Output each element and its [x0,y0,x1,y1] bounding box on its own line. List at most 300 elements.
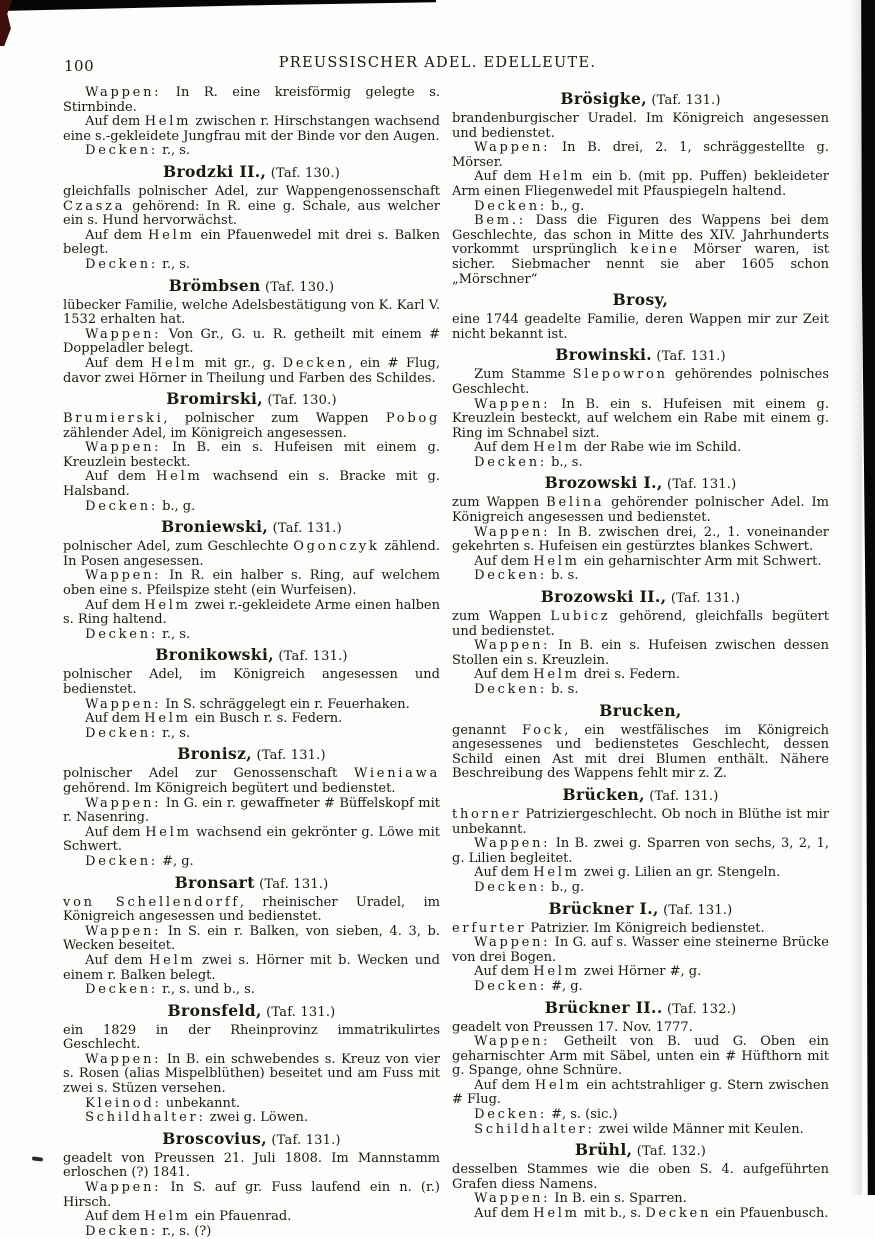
paragraph [452,214,829,287]
text-run: polnischer Adel zur Genossenschaft [63,766,355,782]
spaced-text-run: Helm [533,964,580,980]
paragraph [452,1207,829,1222]
spaced-text-run: Czasza [63,198,126,214]
paragraph [63,258,440,273]
plate-reference: (Taf. 131.) [652,349,726,365]
spaced-text-run: Decken: [85,498,158,514]
text-run: b., g. [157,498,196,514]
plate-reference: (Taf. 131.) [274,649,348,665]
paragraph [63,540,440,569]
text-run: r., s. und b., s. [157,982,255,998]
text-run: mit b., s. [579,1206,646,1222]
paragraph [63,1152,440,1181]
text-run: ein Pfauenbusch. [711,1206,829,1222]
paragraph [63,229,440,258]
spaced-text-run: erfurter [452,920,527,936]
paragraph [63,357,440,386]
spaced-text-run: Decken [282,355,349,371]
plate-reference: (Taf. 131.) [662,477,737,493]
text-run: In B. drei, 2. 1, schräggestellte g. Mörser. [452,140,829,170]
text-run: #, g. [546,978,583,994]
spaced-text-run: Decken: [85,982,158,998]
spaced-text-run: Decken: [85,256,158,272]
spaced-text-run: Wappen: [85,568,162,584]
text-run: zwei Hörner #, g. [579,964,702,980]
entry-heading [63,874,440,894]
spaced-text-run: Helm [148,227,195,243]
spaced-text-run: Wappen: [474,396,551,412]
entry-heading [452,702,829,722]
text-run: ein Pfauenrad. [190,1209,292,1225]
entry-name: Brömbsen [168,275,261,295]
text-run: , rheinischer Uradel, im Königreich angesessen und bedienstet. [63,894,440,925]
entry-heading [452,474,829,494]
paragraph [63,712,440,727]
spaced-text-run: Decken: [85,626,158,642]
spaced-text-run: Wappen: [474,638,551,654]
entry-name: Brückner II.. [544,997,663,1017]
paragraph [63,1181,440,1210]
text-run: Auf dem [85,227,149,243]
entry-name: Bronisz, [177,744,253,764]
text-run: In B. zwei g. Sparren von sechs, 3, 2, 1, g. Lilien begleitet. [452,836,829,866]
text-run: Auf dem [85,711,145,727]
plate-reference: (Taf. 130.) [260,279,335,295]
paragraph [452,1035,829,1079]
entry-name: Brühl, [574,1140,633,1160]
entry-heading [63,646,440,666]
entry-name: Brozowski II., [540,587,667,607]
text-run: #, s. (sic.) [546,1107,618,1123]
paragraph [63,412,440,441]
scan-artifact-top-bar [0,0,436,11]
text-run: Auf dem [85,952,150,968]
paragraph [63,826,440,855]
spaced-text-run: Decken: [474,568,547,584]
spaced-text-run: Wappen: [474,836,551,852]
spaced-text-run: Helm [150,355,198,371]
spaced-text-run: Helm [156,469,203,485]
entry-heading [452,1141,829,1161]
text-run: ein Pfauenwedel mit drei s. Balken belegt. [63,227,440,258]
text-run: Auf dem [474,553,534,569]
paragraph [63,1111,440,1126]
text-run: Auf dem [85,469,157,485]
paragraph [452,808,829,837]
paragraph [63,86,440,115]
paragraph [63,797,440,826]
text-run: ein achtstrahliger g. Stern zwischen # Flug. [452,1077,829,1108]
entry-heading [63,163,440,183]
spaced-text-run: Decken [645,1206,712,1222]
plate-reference: (Taf. 132.) [662,1001,737,1017]
paragraph [452,922,829,937]
paragraph [63,328,440,357]
spaced-text-run: Decken: [474,978,547,994]
paragraph [452,881,829,896]
text-run: Patriziergeschlecht. Ob noch in Blüthe ist mir unbekannt. [452,806,829,837]
paragraph [63,144,440,159]
left-column [63,86,440,1239]
text-run: b. s. [546,682,579,697]
text-run: gehörend: In R. eine g. Schale, aus welcher ein s. Hund hervorwächst. [63,198,440,229]
spaced-text-run: Wappen: [474,524,551,540]
paragraph [452,683,829,698]
entry-heading [452,900,829,920]
paragraph [63,115,440,144]
entry-heading [452,588,829,608]
spaced-text-run: Helm [144,1209,191,1225]
paragraph [452,1021,829,1036]
paragraph [452,496,829,525]
spaced-text-run: Helm [149,952,196,968]
spaced-text-run: Helm [533,667,580,683]
paragraph [63,698,440,713]
text-run: eine 1744 geadelte Familie, deren Wappen mir zur Zeit nicht bekannt ist. [452,312,829,342]
entry-name: Brosy, [612,290,669,310]
text-run: In B. zwischen drei, 2., 1. voneinander gekehrten s. Hufeisen ein gestürztes blankes Schwert. [452,524,829,555]
paragraph [63,767,440,796]
spaced-text-run: Wappen: [85,795,162,811]
entry-name: Brückner I., [548,898,659,918]
paragraph [452,441,829,456]
text-run: , ein westfälisches im Königreich angesessenes und bedienstetes Geschlecht, dessen Schild einen Ast mit drei Blumen enthält. Nähere Beschreibung des Wappens fehlt mir z. Z. [452,722,829,782]
paragraph [63,441,440,470]
paragraph [452,170,829,199]
spaced-text-run: Wappen: [85,1051,162,1067]
paragraph [63,1024,440,1053]
text-run: Auf dem [85,824,146,840]
paragraph [452,1123,829,1138]
entry-name: Bronsart [174,872,255,892]
text-run: zum Wappen [452,495,547,511]
spaced-text-run: Decken: [85,1223,158,1239]
text-run: b. s. [546,568,579,584]
spaced-text-run: Helm [533,440,580,456]
plate-reference: (Taf. 131.) [658,902,733,918]
paragraph [63,668,440,697]
paragraph [63,470,440,499]
entry-heading [452,999,829,1019]
plate-reference: (Taf. 130.) [263,393,337,409]
spaced-text-run: Helm [145,824,192,840]
paragraph [452,368,829,397]
entry-heading [63,390,440,410]
plate-reference: (Taf. 131.) [252,748,326,764]
paragraph [63,628,440,643]
text-run: b., s. [546,454,583,470]
plate-reference: (Taf. 131.) [644,788,719,804]
running-title: PREUSSISCHER ADEL. EDELLEUTE. [278,55,597,71]
spaced-text-run: Decken: [85,725,158,741]
text-run: r., s. [157,256,191,272]
text-run: ein b. (mit pp. Puffen) bekleideter Arm einen Fliegenwedel mit Pfauspiegeln haltend. [452,169,829,199]
text-run: Auf dem [474,667,534,683]
spaced-text-run: Helm [533,553,580,569]
paragraph [63,896,440,925]
spaced-text-run: Decken: [474,879,547,895]
text-run: zwischen r. Hirschstangen wachsend eine s.-gekleidete Jungfrau mit der Binde vor den Augen. [63,114,440,144]
entry-heading [63,745,440,765]
text-run: Auf dem [474,865,534,881]
text-run: polnischer Adel, zum Geschlechte [63,539,294,555]
text-run: Patrizier. Im Königreich bedienstet. [526,920,765,936]
paragraph [452,1079,829,1108]
spaced-text-run: Decken: [474,454,547,470]
spaced-text-run: Helm [533,865,580,881]
spaced-text-run: Wappen: [85,923,162,939]
text-run: ein geharnischter Arm mit Schwert. [579,553,822,569]
spaced-text-run: Kleinod: [85,1095,162,1111]
paragraph [63,1053,440,1097]
spaced-text-run: Wappen: [474,1191,551,1207]
text-run: r., s. [157,725,191,741]
text-run: In B. ein s. Sparren. [550,1191,687,1207]
entry-name: Browinski. [555,345,653,365]
spaced-text-run: Wappen: [474,935,551,951]
text-run: Zum Stamme [474,367,573,383]
plate-reference: (Taf. 131.) [647,93,721,108]
entry-heading [63,1002,440,1022]
spaced-text-run: Decken: [474,1107,547,1123]
scan-artifact-bottom-mark [32,1156,43,1161]
text-run: geadelt von Preussen 17. Nov. 1777. [452,1019,693,1035]
spaced-text-run: Decken: [85,853,158,869]
text-run: gehörend, gleichfalls begütert und bedienstet. [452,609,829,639]
paragraph [63,855,440,870]
text-columns [63,86,829,1239]
entry-name: Bronsfeld, [167,1000,262,1020]
spaced-text-run: Pobog [385,411,440,427]
text-run: gehörend. Im Königreich begütert und bedienstet. [63,780,396,796]
paragraph [452,866,829,881]
text-run: geadelt von Preussen 21. Juli 1808. Im Mannstamm erloschen (?) 1841. [63,1150,440,1181]
paragraph [452,1108,829,1123]
text-run: wachsend ein gekrönter g. Löwe mit Schwert. [63,824,440,855]
spaced-text-run: Decken: [85,143,158,159]
entry-name: Brücken, [562,784,645,804]
paragraph [63,983,440,998]
paragraph [452,668,829,683]
paragraph [63,569,440,598]
plate-reference: (Taf. 132.) [632,1144,707,1160]
paragraph [63,299,440,328]
text-run: zwei wilde Männer mit Keulen. [594,1121,804,1137]
text-run: Auf dem [85,1209,145,1225]
entry-heading [452,90,829,110]
spaced-text-run: Ogonczyk [293,539,380,555]
paragraph [63,954,440,983]
text-run: zwei g. Löwen. [205,1110,309,1126]
spaced-text-run: Wappen: [85,326,162,342]
text-run: Getheilt von B. uud G. Oben ein geharnischter Arm mit Säbel, unten ein # Hüfthorn mit g. Spange, ohne Schnüre. [452,1034,829,1079]
plate-reference: (Taf. 131.) [666,591,741,607]
spaced-text-run: von Schellendorff [63,894,240,910]
text-run: Von Gr., G. u. R. getheilt mit einem # Doppeladler belegt. [63,326,440,357]
paragraph [63,727,440,742]
paragraph [452,200,829,215]
entry-name: Broniewski, [161,517,269,537]
text-run: ein Busch r. s. Federn. [190,711,343,727]
spaced-text-run: Bem.: [474,213,526,229]
paragraph [63,599,440,628]
text-run: In R. ein halber s. Ring, auf welchem oben eine s. Pfeilspize steht (ein Wurfeisen). [63,568,440,599]
paragraph [452,1163,829,1192]
paragraph [452,313,829,342]
spaced-text-run: Wappen: [474,1034,551,1050]
entry-name: Brozowski I., [544,473,663,493]
spaced-text-run: Brumierski [63,411,164,427]
paragraph [63,1097,440,1112]
text-run: r., s. [157,143,191,159]
text-run: b., g. [546,879,585,895]
text-run: Auf dem [85,355,151,371]
text-run: mit gr., g. [197,355,283,371]
scan-artifact-right-strip [860,0,875,1195]
entry-name: Bronikowski, [155,645,275,665]
text-run: zählender Adel, im Königreich angesessen. [63,425,347,441]
entry-name: Brodzki II., [162,161,267,181]
right-column [452,86,829,1239]
text-run: In S. ein r. Balken, von sieben, 4. 3, b. Wecken beseitet. [63,923,440,954]
paragraph [63,925,440,954]
paragraph [63,185,440,229]
spaced-text-run: Lubicz [550,609,611,625]
entry-heading [452,786,829,806]
paragraph [63,1210,440,1225]
text-run: polnischer Adel, im Königreich angesessen und bedienstet. [63,667,440,697]
spaced-text-run: Decken: [474,198,547,214]
paragraph [452,639,829,668]
spaced-text-run: Helm [144,114,192,130]
spaced-text-run: Decken: [474,682,547,697]
spaced-text-run: Wappen: [474,140,551,156]
plate-reference: (Taf. 131.) [254,876,329,892]
text-run: In G. auf s. Wasser eine steinerne Brücke von drei Bogen. [452,935,829,965]
paragraph [452,456,829,471]
spaced-text-run: Wappen: [85,85,162,100]
plate-reference: (Taf. 131.) [268,521,342,537]
entry-heading [63,518,440,538]
text-run: gleichfalls polnischer Adel, zur Wappengenossenschaft [63,183,440,199]
text-run: In B. ein s. Hufeisen mit einem g. Kreuzlein besteckt, auf welchem ein Rabe mit einem g. Ring im Schnabel sizt. [452,396,829,441]
text-run: b., g. [546,198,585,214]
text-run: Auf dem [474,169,539,185]
paragraph [452,837,829,866]
text-run: , ein # Flug, davor zwei Hörner in Theilung und Farben des Schildes. [63,355,440,386]
spaced-text-run: Helm [144,711,191,727]
text-run: desselben Stammes wie die oben S. 4. aufgeführten Grafen diess Namens. [452,1162,829,1192]
text-run: zwei s. Hörner mit b. Wecken und einem r. Balken belegt. [63,952,440,983]
paragraph [452,610,829,639]
spaced-text-run: Wappen: [85,1180,162,1196]
text-run: ein 1829 in der Rheinprovinz immatrikulirtes Geschlecht. [63,1022,440,1053]
text-run: lübecker Familie, welche Adelsbestätigung von K. Karl V. 1532 erhalten hat. [63,297,440,328]
spaced-text-run: keine [630,242,680,258]
entry-name: Brucken, [599,700,682,720]
text-run: zwei g. Lilien an gr. Stengeln. [579,865,781,881]
entry-heading [452,346,829,366]
text-run: zum Wappen [452,609,551,625]
paragraph [63,500,440,515]
text-run: Auf dem [85,597,145,613]
text-run: wachsend ein s. Bracke mit g. Halsband. [63,469,440,500]
page-curl-shadow [850,0,862,1195]
spaced-text-run: Helm [538,169,586,185]
text-run: gehörender polnischer Adel. Im Königreich angesessen und bedienstet. [452,495,829,526]
text-run: In B. ein s. Hufeisen mit einem g. Kreuzlein besteckt. [63,440,440,470]
text-run: drei s. Federn. [579,667,681,683]
entry-name: Bromirski, [166,389,264,409]
entry-name: Brösigke, [560,89,647,108]
paragraph [452,526,829,555]
text-run: Auf dem [474,1206,534,1222]
text-run: zählend. In Posen angesessen. [63,539,440,569]
text-run: r., s. [157,626,191,642]
text-run: #, g. [157,853,194,869]
text-run: In S. schräggelegt ein r. Feuerhaken. [161,696,410,712]
paragraph [452,141,829,170]
text-run: brandenburgischer Uradel. Im Königreich angesessen und bedienstet. [452,111,829,141]
text-run: gehörendes polnisches Geschlecht. [452,367,829,397]
paragraph [452,980,829,995]
paragraph [452,936,829,965]
spaced-text-run: Helm [534,1077,582,1093]
spaced-text-run: Fock [522,722,565,738]
paragraph [63,1225,440,1239]
paragraph [452,112,829,141]
plate-reference: (Taf. 130.) [266,165,341,181]
paragraph [452,724,829,782]
plate-reference: (Taf. 131.) [267,1132,341,1148]
paragraph [452,398,829,442]
entry-heading [63,277,440,297]
text-run: In B. ein schwebendes s. Kreuz von vier s. Rosen (alias Mispelblüthen) beseitet und am Fuss mit zwei s. Stüzen versehen. [63,1051,440,1097]
spaced-text-run: Wappen: [85,696,162,712]
text-run: Auf dem [474,440,534,456]
text-run: genannt [452,722,523,738]
entry-heading [63,1130,440,1150]
entry-name: Broscovius, [162,1128,268,1148]
text-run: , polnischer zum Wappen [163,411,386,427]
text-run: In B. ein s. Hufeisen zwischen dessen Stollen ein s. Kreuzlein. [452,638,829,668]
spaced-text-run: Belina [546,495,605,511]
spaced-text-run: Wieniawa [354,766,440,782]
text-run: Mörser waren, ist sicher. Siebmacher nennt sie aber 1605 schon „Mörschner“ [452,242,830,287]
text-run: der Rabe wie im Schild. [579,440,742,456]
paragraph [452,965,829,980]
text-run: In G. ein r. gewaffneter # Büffelskopf mit r. Nasenring. [63,795,440,826]
plate-reference: (Taf. 131.) [261,1004,336,1020]
text-run: zwei r.-gekleidete Arme einen halben s. Ring haltend. [63,597,440,628]
spaced-text-run: Helm [144,597,191,613]
text-run: unbekannt. [161,1095,241,1111]
paragraph [452,555,829,570]
text-run: Dass die Figuren des Wappens bei dem Geschlechte, das schon in Mitte des XIV. Jahrhunderts vorkommt ursprünglich [452,213,829,258]
text-run: r., s. (?) [157,1223,212,1239]
text-run: Auf dem [85,114,145,130]
text-run: In R. eine kreisförmig gelegte s. Stirnbinde. [63,85,440,115]
text-run: Auf dem [474,964,534,980]
spaced-text-run: Slepowron [572,367,668,383]
text-run: In S. auf gr. Fuss laufend ein n. (r.) Hirsch. [63,1180,440,1210]
text-run: Auf dem [474,1077,535,1093]
spaced-text-run: thorner [452,806,522,822]
spaced-text-run: Wappen: [85,440,162,456]
spaced-text-run: Schildhalter: [85,1110,206,1126]
paragraph [452,569,829,584]
spaced-text-run: Helm [533,1206,580,1222]
